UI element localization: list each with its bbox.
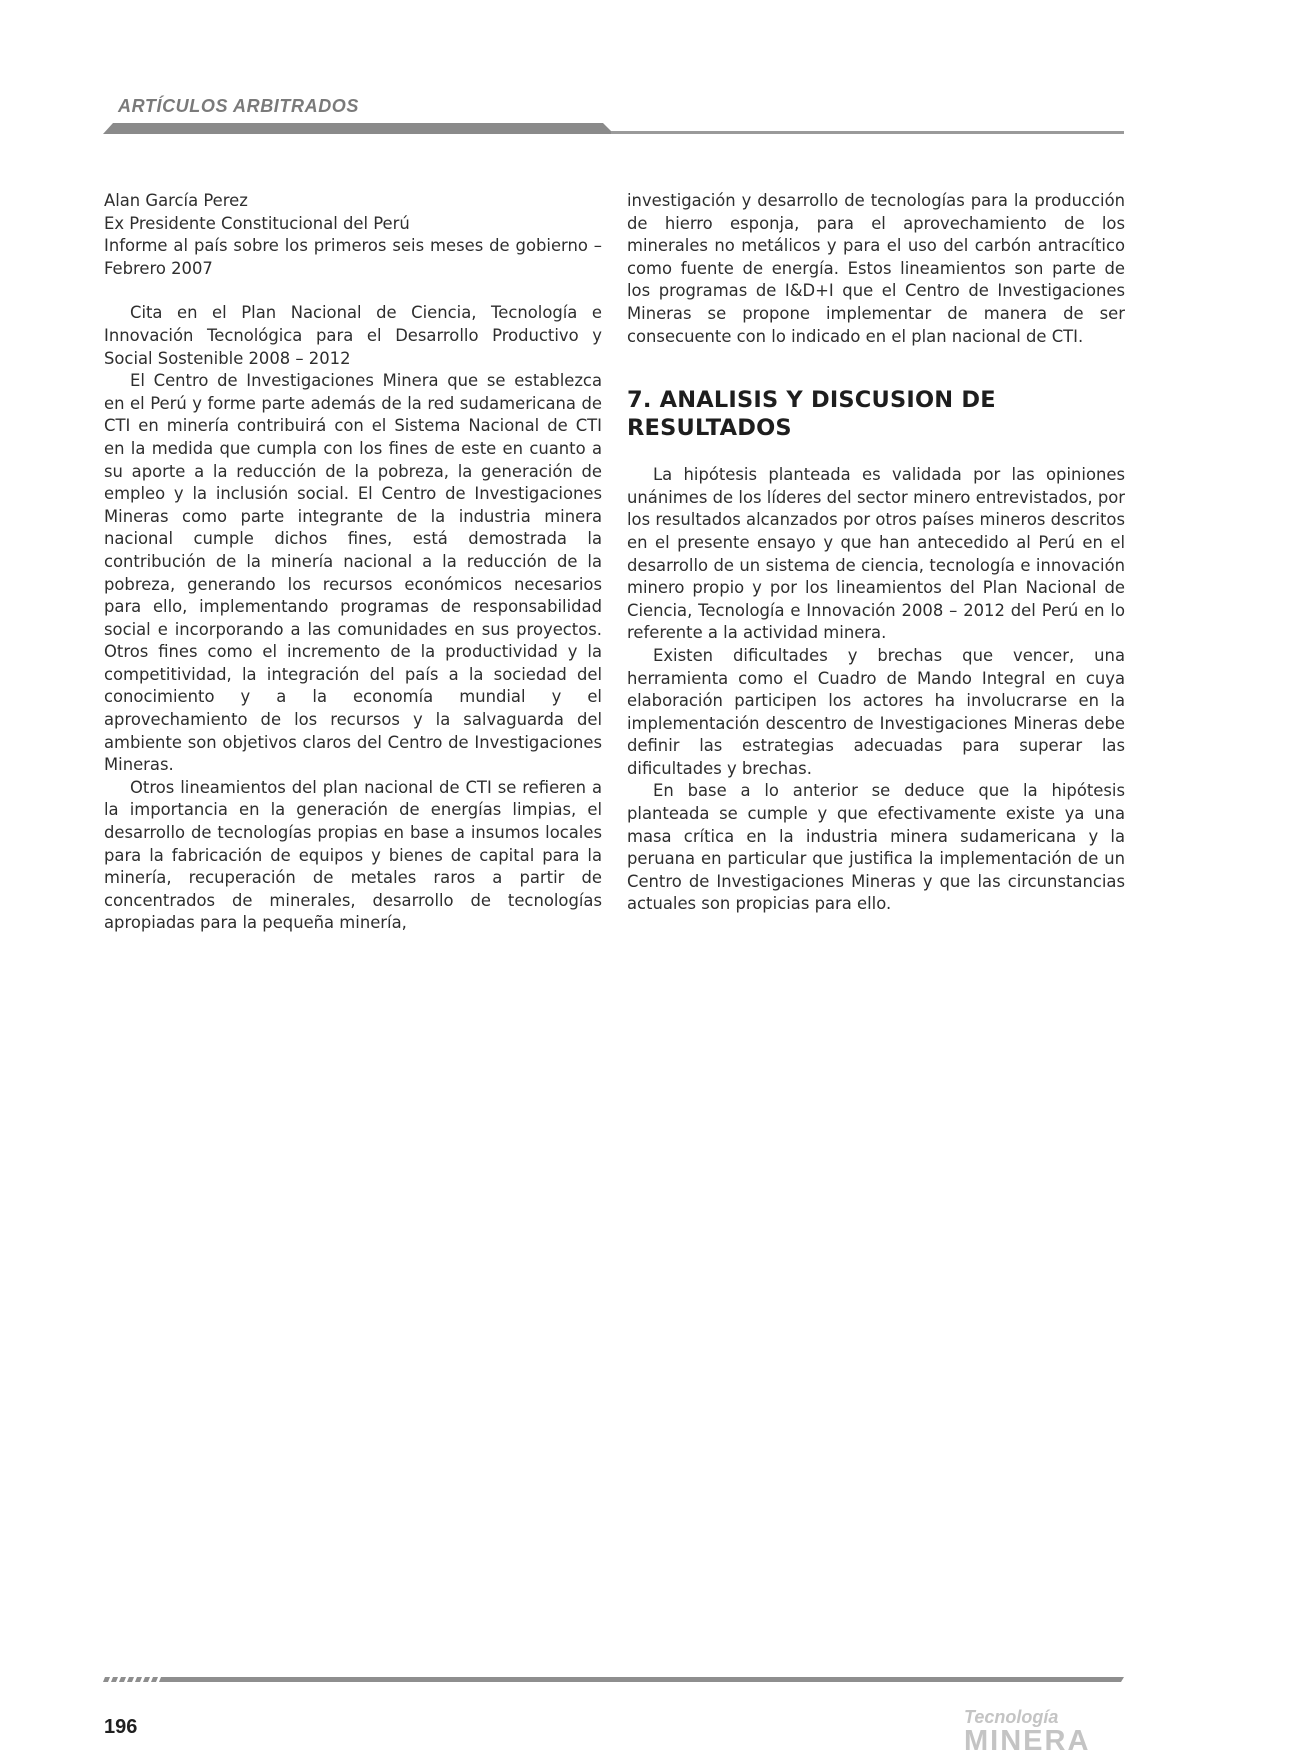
attribution-source: Informe al país sobre los primeros seis meses de gobierno – Febrero 2007	[104, 236, 602, 278]
attribution-name: Alan García Perez	[104, 191, 248, 210]
left-column	[104, 190, 602, 935]
paragraph: Cita en el Plan Nacional de Ciencia, Tecnología e Innovación Tecnológica para el Desarrollo Productivo y Social Sostenible 2008 – 2012	[104, 303, 602, 368]
tecnologia-minera-logo	[962, 1705, 1132, 1753]
section-heading: 7. ANALISIS Y DISCUSION DE RESULTADOS	[627, 387, 996, 442]
section-header-title: ARTÍCULOS ARBITRADOS	[118, 96, 359, 116]
attribution-role: Ex Presidente Constitucional del Perú	[104, 213, 410, 233]
paragraph: Existen dificultades y brechas que vencer, una herramienta como el Cuadro de Mando Integral en cuya elaboración participen los actores ha involucrarse en la implementación descentro de Investigaciones Mineras debe definir las estrategias adecuadas para superar las dificultades y brechas.	[627, 645, 1125, 778]
paragraph-continuation: investigación y desarrollo de tecnologías para la producción de hierro esponja, para el aprovechamiento de los minerales no metálicos y para el uso del carbón antracítico como fuente de energía. Estos lineamientos son parte de los programas de I&D+I que el Centro de Investigaciones Mineras se propone implementar de manera de ser consecuente con lo indicado en el plan nacional de CTI.	[627, 191, 1125, 346]
paragraph: En base a lo anterior se deduce que la hipótesis planteada se cumple y que efectivamente existe ya una masa crítica en la industria minera sudamericana y la peruana en particular que justifica la implementación de un Centro de Investigaciones Mineras y que las circunstancias actuales son propicias para ello.	[627, 781, 1125, 914]
paragraph: El Centro de Investigaciones Minera que se establezca en el Perú y forme parte además de la red sudamericana de CTI en minería contribuirá con el Sistema Nacional de CTI en la medida que cumpla con los fines de este en cuanto a su aporte a la reducción de la pobreza, la generación de empleo y la inclusión social. El Centro de Investigaciones Mineras como parte integrante de la industria minera nacional cumple dichos fines, está demostrada la contribución de la minería nacional a la reducción de la pobreza, generando los recursos económicos necesarios para ello, implementando programas de responsabilidad social e incorporando a las comunidades en sus proyectos. Otros fines como el incremento de la productividad y la competitividad, la integración del país a la sociedad del conocimiento y a la economía mundial y el aprovechamiento de los recursos y la salvaguarda del ambiente son objetivos claros del Centro de Investigaciones Mineras.	[104, 371, 602, 775]
page-number: 196	[104, 1716, 138, 1738]
spacer	[104, 280, 602, 302]
attribution-block	[104, 190, 602, 280]
logo-line2: MINERA	[964, 1725, 1091, 1753]
footer-rule	[103, 1675, 1124, 1685]
right-column	[627, 190, 1125, 916]
paragraph: La hipótesis planteada es validada por las opiniones unánimes de los líderes del sector minero entrevistados, por los resultados alcanzados por otros países mineros descritos en el presente ensayo y que han antecedido al Perú en el desarrollo de un sistema de ciencia, tecnología e innovación minero propio y por los lineamientos del Plan Nacional de Ciencia, Tecnología e Innovación 2008 – 2012 del Perú en lo referente a la actividad minera.	[627, 465, 1125, 643]
header-rule	[103, 123, 1124, 137]
logo-line1: Tecnología	[964, 1707, 1059, 1727]
paragraph: Otros lineamientos del plan nacional de CTI se refieren a la importancia en la generación de energías limpias, el desarrollo de tecnologías propias en base a insumos locales para la fabricación de equipos y bienes de capital para la minería, recuperación de metales raros a partir de concentrados de minerales, desarrollo de tecnologías apropiadas para la pequeña minería,	[104, 777, 602, 933]
